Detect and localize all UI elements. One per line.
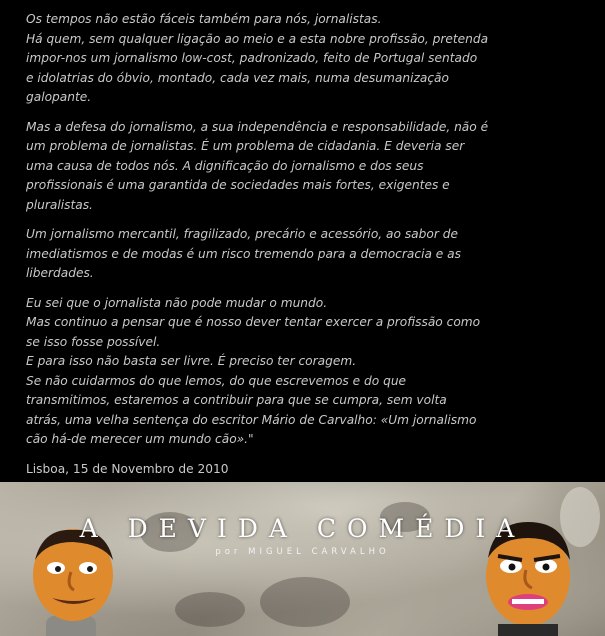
text-line: liberdades. [26, 266, 94, 280]
text-line: Os tempos não estão fáceis também para nós, jornalistas. [26, 12, 382, 26]
paragraph-4 [26, 294, 586, 450]
blog-header-banner[interactable] [0, 482, 605, 636]
paragraph-2 [26, 118, 586, 216]
text-line: Mas continuo a pensar que é nosso dever tentar exercer a profissão como [26, 315, 481, 329]
text-line: e idolatrias do óbvio, montado, cada vez mais, numa desumanização [26, 70, 449, 85]
paragraph-3 [26, 225, 586, 284]
text-line: atrás, uma velha sentença do escritor Mário de Carvalho: «Um jornalismo [26, 412, 477, 427]
text-line: transmitimos, estaremos a contribuir para que se cumpra, sem volta [26, 393, 447, 407]
text-line: impor-nos um jornalismo low-cost, padronizado, feito de Portugal sentado [26, 51, 478, 65]
text-line: E para isso não basta ser livre. É preciso ter coragem. [26, 354, 357, 368]
post-dateline: Lisboa, 15 de Novembro de 2010 [26, 462, 229, 476]
text-line: um problema de jornalistas. É um problema de cidadania. E deveria ser [26, 139, 465, 153]
text-line: pluralistas. [26, 197, 93, 212]
paragraph-1 [26, 10, 586, 108]
text-line: cão há-de merecer um mundo cão»." [26, 432, 254, 446]
text-line: profissionais é uma garantida de sociedades mais fortes, exigentes e [26, 178, 450, 192]
text-line: Eu sei que o jornalista não pode mudar o mundo. [26, 295, 328, 310]
text-line: Se não cuidarmos do que lemos, do que escrevemos e do que [26, 373, 407, 388]
text-line: Há quem, sem qualquer ligação ao meio e a esta nobre profissão, pretenda [26, 31, 489, 46]
text-line: Um jornalismo mercantil, fragilizado, precário e acessório, ao sabor de [26, 227, 458, 241]
text-line: Mas a defesa do jornalismo, a sua independência e responsabilidade, não é [26, 119, 489, 134]
blog-subtitle: por MIGUEL CARVALHO [215, 547, 390, 557]
blog-title[interactable]: A DEVIDA COMÉDIA [79, 514, 526, 543]
text-line: se isso fosse possível. [26, 334, 161, 349]
text-line: uma causa de todos nós. A dignificação do jornalismo e dos seus [26, 158, 424, 173]
text-line: galopante. [26, 90, 92, 104]
article-body [26, 10, 586, 460]
text-line: imediatismos e de modas é um risco tremendo para a democracia e as [26, 246, 461, 261]
